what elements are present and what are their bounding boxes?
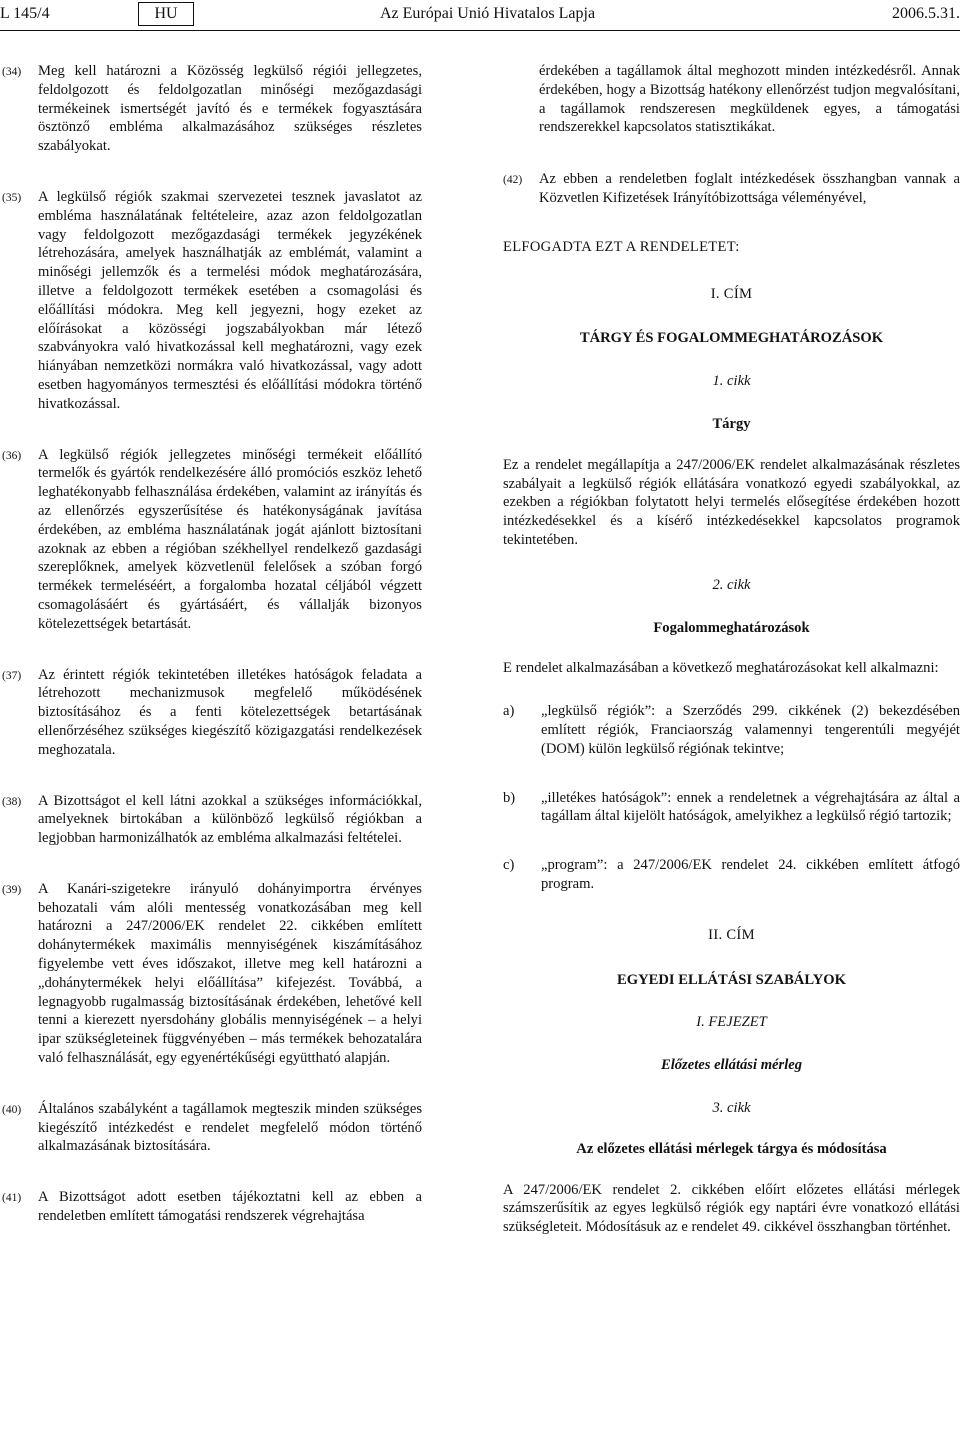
recital-34 bbox=[2, 62, 422, 156]
recital-text: A Bizottságot adott esetben tájékoztatni kell az ebben a rendeletben említett támogatási rendszerek végrehajtása bbox=[38, 1189, 422, 1225]
title-2-heading: EGYEDI ELLÁTÁSI SZABÁLYOK bbox=[617, 971, 846, 988]
header-rule bbox=[0, 30, 960, 31]
article-2-heading: Fogalommeghatározások bbox=[653, 619, 810, 636]
recital-36 bbox=[2, 446, 422, 634]
recital-number: (35) bbox=[2, 191, 22, 204]
definition-text: „program”: a 247/2006/EK rendelet 24. cikkében említett átfogó program. bbox=[541, 857, 960, 892]
recital-38 bbox=[2, 792, 422, 848]
title-1-number: I. CÍM bbox=[710, 285, 753, 302]
recital-41 bbox=[2, 1188, 422, 1226]
article-2-intro: E rendelet alkalmazásában a következő meghatározásokat kell alkalmazni: bbox=[503, 660, 939, 677]
recital-text: Általános szabályként a tagállamok megteszik minden szükséges kiegészítő intézkedést e rendelet megfelelő módon történő alkalmazásának biztosítására. bbox=[38, 1100, 422, 1155]
recital-number: (39) bbox=[2, 883, 22, 896]
recital-37 bbox=[2, 666, 422, 760]
left-column bbox=[2, 62, 422, 1226]
definition-text: „legkülső régiók”: a Szerződés 299. cikkének (2) bekezdésében említett régiók, Franciaország valamennyi tengerentúli megyéjét (DOM) külön legkülső régiónak tekintve; bbox=[541, 703, 960, 757]
definition-label: a) bbox=[503, 703, 515, 720]
recital-text: A Bizottságot el kell látni azokkal a szükséges információkkal, amelyeknek birtokában a különböző legkülső régiókban a legjobban harmonizálhatók az embléma alkalmazási feltételei. bbox=[38, 792, 422, 847]
recital-39 bbox=[2, 880, 422, 1068]
chapter-number: I. FEJEZET bbox=[696, 1014, 767, 1031]
page-header bbox=[0, 0, 960, 30]
chapter-heading: Előzetes ellátási mérleg bbox=[660, 1057, 803, 1074]
recital-text: Az ebben a rendeletben foglalt intézkedések összhangban vannak a Közvetlen Kifizetések Irányítóbizottsága véleményével, bbox=[539, 171, 960, 206]
title-2-number: II. CÍM bbox=[708, 926, 755, 943]
recital-35 bbox=[2, 188, 422, 414]
title-1-heading: TÁRGY ÉS FOGALOMMEGHATÁROZÁSOK bbox=[579, 330, 884, 347]
recital-number: (37) bbox=[2, 669, 22, 682]
definition-b bbox=[503, 789, 960, 827]
article-2-number: 2. cikk bbox=[712, 576, 751, 593]
article-3-heading: Az előzetes ellátási mérlegek tárgya és módosítása bbox=[576, 1140, 887, 1157]
article-1-text: Ez a rendelet megállapítja a 247/2006/EK rendelet alkalmazásának részletes szabályait a legkülső régiók ellátására vonatkozó egyedi szabályokkal, az ezekben a régiókban folytatott helyi termelés elősegítése érdekében hozott intézkedésekkel és a kísérő intézkedésekkel kapcsolatos programok tekintetében. bbox=[503, 456, 960, 548]
language-code: HU bbox=[138, 2, 194, 26]
definition-text: „illetékes hatóságok”: ennek a rendeletnek a végrehajtására az által a tagállam által kijelölt hatóságok, amelyikhez a legkülső régió tartozik; bbox=[541, 789, 960, 825]
recital-text: Az érintett régiók tekintetében illetékes hatóságok feladata a létrehozott mechanizmusok megfelelő működésének biztosításához és a fenti kötelezettségek betartásának ellenőrzéséhez szükséges kiegészítő közigazgatási rendelkezések meghozatala. bbox=[38, 666, 422, 758]
recital-number: (34) bbox=[2, 66, 22, 78]
recital-40 bbox=[2, 1100, 422, 1156]
definition-a bbox=[503, 702, 960, 758]
recital-number: (41) bbox=[2, 1192, 22, 1205]
article-3-text: A 247/2006/EK rendelet 2. cikkében előírt előzetes ellátási mérlegek számszerűsítik az egyes legkülső régiók egy naptári évre vonatkozó ellátási szükségleteit. Módosításuk az e rendelet 49. cikkével összhangban történhet. bbox=[503, 1181, 960, 1236]
article-3-number: 3. cikk bbox=[712, 1099, 751, 1116]
adoption-formula: ELFOGADTA EZT A RENDELETET: bbox=[503, 238, 740, 255]
article-1-number: 1. cikk bbox=[712, 373, 751, 390]
right-column bbox=[503, 62, 960, 1237]
definition-label: b) bbox=[503, 789, 516, 806]
recital-number: (42) bbox=[503, 174, 523, 187]
recital-text: A legkülső régiók jellegzetes minőségi termékeit előállító termelők és gyártók rendelkezésére álló promóciós eszköz lehető leghatékonyabb felhasználása érdekében, valamint az irányítás és az ellenőrzés egyszerűsítése és hatékonyságának javítása érdekében, az embléma használatának jogát ajánlott biztosítani azoknak az ebben a régióban székhellyel rendelkező gazdasági szereplőknek, amelyek közvetlenül felelősek a szóban forgó termékek termeléséért, a forgalomba hozatal céljából végzett csomagolásáért és gyártásáért, és vállalják bizonyos kötelezettségek betartását. bbox=[38, 446, 422, 632]
recital-number: (38) bbox=[2, 795, 22, 808]
recital-text: Meg kell határozni a Közösség legkülső régiói jellegzetes, feldolgozott és feldolgozatlan minőségi mezőgazdasági termékeinek ismertségét javító és e termékek fogyasztására ösztönző embléma alkalmazásához szükséges részletes szabályokat. bbox=[38, 63, 422, 155]
article-1-heading: Tárgy bbox=[712, 415, 751, 432]
publication-date: 2006.5.31. bbox=[892, 5, 960, 22]
recital-text: A legkülső régiók szakmai szervezetei tesznek javaslatot az embléma használatának feltételeire, azaz azon feldolgozatlan vagy feldolgozott mezőgazdasági termékek jegyzékének létrehozására, amelyek használhatják az emblémát, valamint a minőségi jellemzők és a termelési módok meghatározására, illetve a feldolgozott termékek esetében a csomagolási és előállítási módokra. Meg kell jegyezni, hogy ezeket az előírásokat a közösségi jogszabályokban már létező szabványokra való hivatkozással kell meghatározni, vagy ezek hiányában nemzetközi normákra való hivatkozással, vagy adott esetben hagyományos termesztési és előállítási módokra történő hivatkozással. bbox=[38, 188, 422, 412]
definition-label: c) bbox=[503, 857, 515, 874]
recital-42 bbox=[503, 170, 960, 208]
recital-number: (40) bbox=[2, 1103, 22, 1116]
recital-41-continued: érdekében a tagállamok által meghozott minden intézkedésről. Annak érdekében, hogy a Bizottság hatékony ellenőrzést tudjon megvalósítani, a tagállamok rendszeresen megküldenek egyes, a támogatási rendszerekkel kapcsolatos statisztikákat. bbox=[539, 63, 960, 136]
definition-c bbox=[503, 856, 960, 894]
recital-text: A Kanári-szigetekre irányuló dohányimportra érvényes behozatali vám alóli mentesség vonatkozásában meg kell határozni a 247/2006/EK rendelet 22. cikkében említett dohánytermékek maximális mennyiségének kiszámításához figyelembe vett éves időszakot, illetve meg kell határozni a „dohánytermékek helyi előállítása” kifejezést. Továbbá, a legnagyobb rugalmasság biztosításának érdekében, lehetővé kell tenni a kierezett nyersdohány globális mennyiségének – a helyi ipar szükségleteinek függvényében – más termékek behozatalára való felhasználását, egy egyenértékűségi együttható alapján. bbox=[38, 880, 422, 1067]
journal-title: Az Európai Unió Hivatalos Lapja bbox=[380, 5, 596, 22]
page-number: L 145/4 bbox=[0, 5, 50, 22]
recital-number: (36) bbox=[2, 449, 22, 462]
